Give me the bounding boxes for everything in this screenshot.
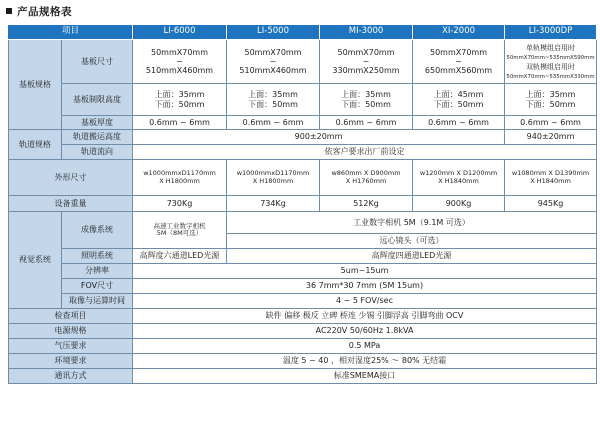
inspection-cell: 缺件 偏移 极反 立碑 桥连 少锡 引脚浮高 引脚弯曲 OCV [133,309,597,324]
header-model-4: XI-2000 [413,25,505,40]
processing-row [9,294,597,309]
header-model-5: LI-3000DP [505,25,597,40]
fov-label: FOV尺寸 [62,279,133,294]
weight-cell: 945Kg [505,196,597,212]
board-thickness-label: 基板厚度 [62,116,133,130]
env-cell: 温度 5 ~ 40 ，相对湿度25% ～ 80% 无结霜 [133,354,597,369]
board-clearance-label: 基板制限高度 [62,84,133,116]
clearance-cell: 上面：35mm 下面：50mm [505,84,597,116]
processing-cell: 4 ~ 5 FOV/sec [133,294,597,309]
track-height-dp: 940±20mm [505,130,597,145]
dims-cell: w1000mmxD1170mm X H1800mm [227,160,320,196]
header-model-2: LI-5000 [227,25,320,40]
track-flow-value: 依客户要求出厂前设定 [133,145,597,160]
air-cell: 0.5 MPa [133,339,597,354]
dims-cell: w1000mmxD1170mm X H1800mm [133,160,227,196]
weight-cell: 730Kg [133,196,227,212]
track-flow-row [9,145,597,160]
board-group-label: 基板规格 [9,40,62,130]
imaging-rest-cell: 工业数字相机 5M（9.1M 可选） [227,212,597,234]
clearance-cell: 上面：35mm 下面：50mm [133,84,227,116]
clearance-cell: 上面：35mm 下面：50mm [227,84,320,116]
clearance-cell: 上面：35mm 下面：50mm [320,84,413,116]
imaging-first-cell: 高速工业数字相机 5M（8M可选） [133,212,227,249]
board-size-row [9,40,597,84]
weight-cell: 734Kg [227,196,320,212]
weight-cell: 512Kg [320,196,413,212]
header-item: 项目 [9,25,133,40]
air-row [9,339,597,354]
board-size-cell: 50mmX70mm ~ 510mmX460mm [227,40,320,84]
track-height-common: 900±20mm [133,130,505,145]
dims-row [9,160,597,196]
resolution-row [9,264,597,279]
board-size-cell: 50mmX70mm ~ 650mmX560mm [413,40,505,84]
weight-cell: 900Kg [413,196,505,212]
dims-label: 外形尺寸 [9,160,133,196]
page-title [6,3,72,19]
power-row [9,324,597,339]
board-clearance-row [9,84,597,116]
header-model-1: LI-6000 [133,25,227,40]
lighting-first-cell: 高辉度六通道LED光源 [133,249,227,264]
board-size-cell: 50mmX70mm ~ 330mmX250mm [320,40,413,84]
env-label: 环境要求 [9,354,133,369]
dims-cell: w1200mm X D1200mm X H1840mm [413,160,505,196]
thickness-cell: 0.6mm ~ 6mm [320,116,413,130]
header-row [9,25,597,40]
imaging-label: 成像系统 [62,212,133,249]
board-size-cell: 单轨模组启用时 50mmX70mm~535mmX590mm 双轨模组启用时 50mmX70mm~535mmX330mm [505,40,597,84]
track-height-label: 轨道搬运高度 [62,130,133,145]
processing-label: 取像与运算时间 [62,294,133,309]
power-label: 电源规格 [9,324,133,339]
air-label: 气压要求 [9,339,133,354]
page-title-text: 产品规格表 [17,5,72,18]
lighting-label: 照明系统 [62,249,133,264]
weight-label: 设备重量 [9,196,133,212]
thickness-cell: 0.6mm ~ 6mm [505,116,597,130]
comm-label: 通讯方式 [9,369,133,384]
vision-group-label: 视觉系统 [9,212,62,309]
board-thickness-row [9,116,597,130]
thickness-cell: 0.6mm ~ 6mm [413,116,505,130]
inspection-row [9,309,597,324]
title-square-icon [6,8,12,14]
lens-cell: 远心镜头（可选） [227,234,597,249]
clearance-cell: 上面：45mm 下面：50mm [413,84,505,116]
resolution-cell: 5um~15um [133,264,597,279]
header-model-3: MI-3000 [320,25,413,40]
comm-row [9,369,597,384]
board-size-label: 基板尺寸 [62,40,133,84]
env-row [9,354,597,369]
weight-row [9,196,597,212]
thickness-cell: 0.6mm ~ 6mm [133,116,227,130]
resolution-label: 分辨率 [62,264,133,279]
board-size-cell: 50mmX70mm ~ 510mmX460mm [133,40,227,84]
lighting-row [9,249,597,264]
dims-cell: w860mm X D900mm X H1760mm [320,160,413,196]
dims-cell: w1080mm X D1390mm X H1840mm [505,160,597,196]
track-group-label: 轨道规格 [9,130,62,160]
thickness-cell: 0.6mm ~ 6mm [227,116,320,130]
track-flow-label: 轨道流向 [62,145,133,160]
fov-row [9,279,597,294]
power-cell: AC220V 50/60Hz 1.8kVA [133,324,597,339]
spec-table [8,24,597,384]
fov-cell: 36 7mm*30 7mm (5M 15um) [133,279,597,294]
imaging-row [9,212,597,234]
inspection-label: 检查项目 [9,309,133,324]
lighting-rest-cell: 高辉度四通道LED光源 [227,249,597,264]
track-height-row [9,130,597,145]
comm-cell: 标准SMEMA接口 [133,369,597,384]
